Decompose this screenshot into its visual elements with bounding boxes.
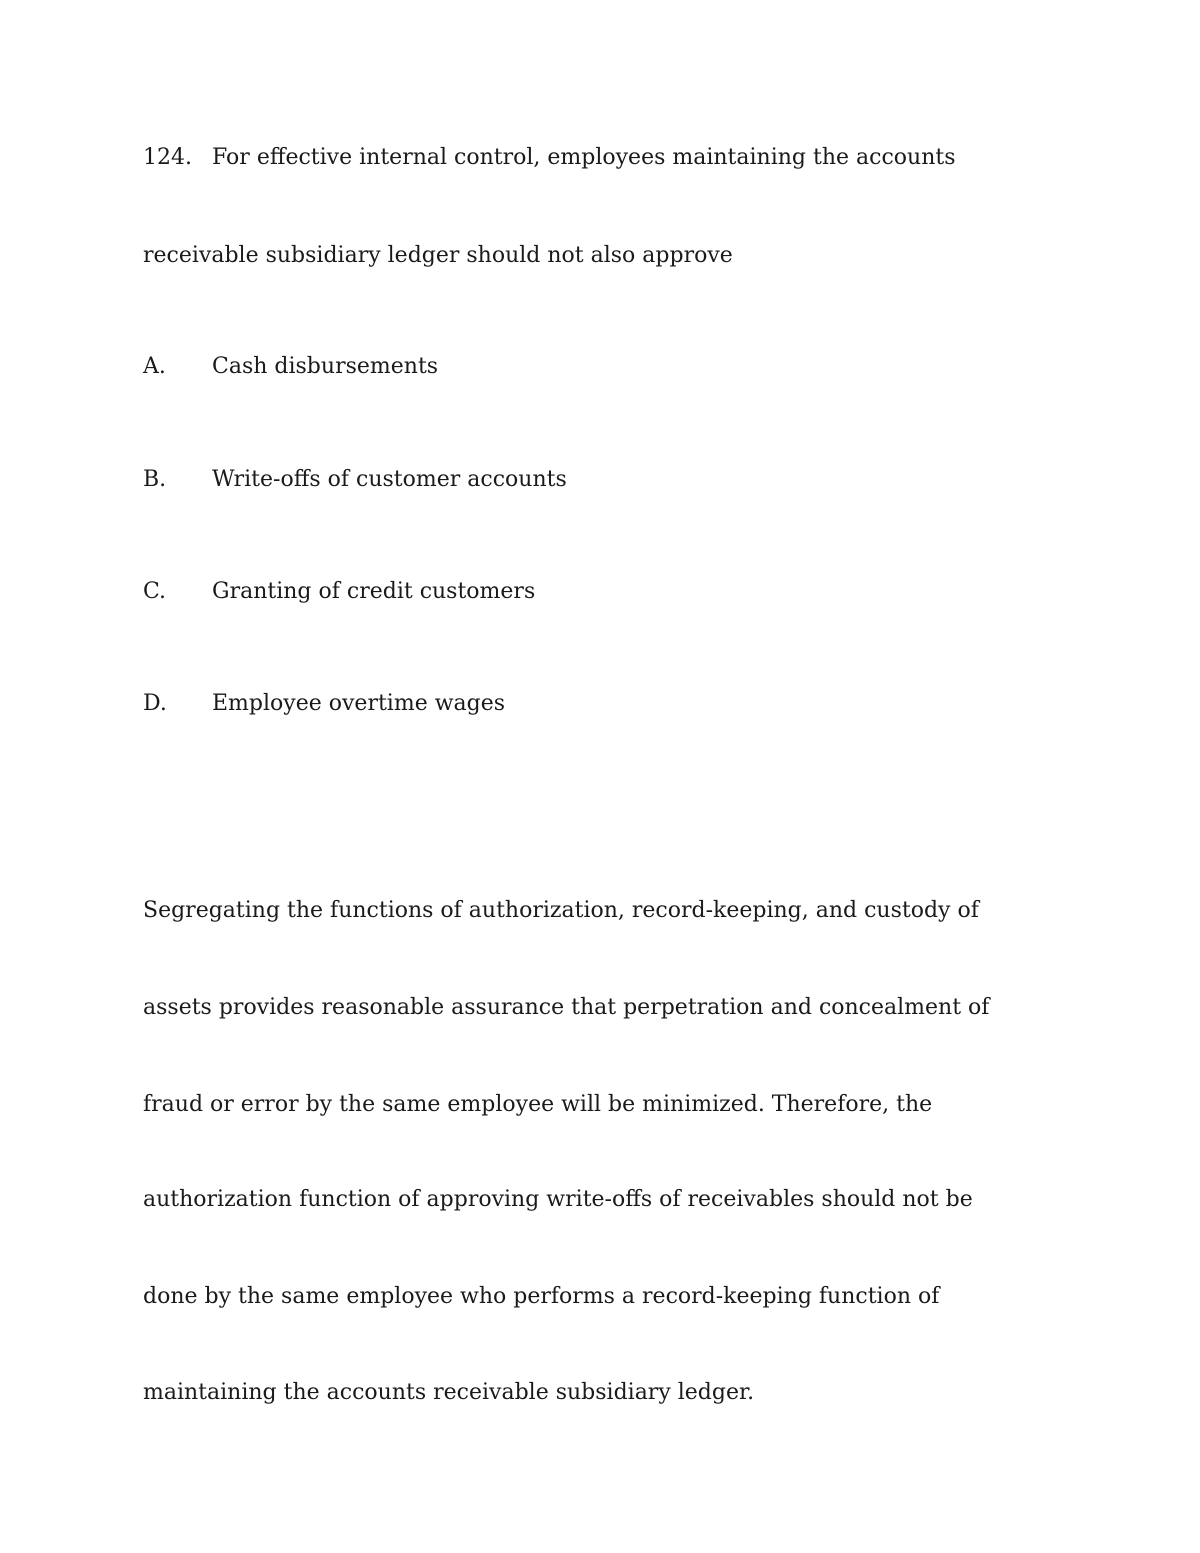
option-letter: D.: [143, 691, 167, 716]
option-a: [143, 352, 438, 382]
option-d: [143, 689, 505, 719]
option-letter: A.: [143, 354, 166, 379]
explanation-line: done by the same employee who performs a record-keeping function of: [143, 1284, 940, 1309]
option-text: Cash disbursements: [212, 354, 439, 379]
option-letter: B.: [143, 467, 167, 492]
option-letter: C.: [143, 579, 167, 604]
option-text: Granting of credit customers: [212, 579, 536, 604]
explanation-line: assets provides reasonable assurance that perpetration and concealment of: [143, 995, 990, 1020]
option-text: Write-offs of customer accounts: [212, 467, 567, 492]
option-c: [143, 577, 535, 607]
option-text: Employee overtime wages: [212, 691, 506, 716]
option-b: [143, 465, 567, 495]
explanation-line: maintaining the accounts receivable subsidiary ledger.: [143, 1380, 755, 1405]
explanation-line: authorization function of approving write-offs of receivables should not be: [143, 1187, 973, 1212]
explanation-line: fraud or error by the same employee will be minimized. Therefore, the: [143, 1092, 933, 1117]
explanation-line: Segregating the functions of authorization, record-keeping, and custody of: [143, 898, 979, 923]
question-text-line-1: For effective internal control, employees maintaining the accounts: [212, 145, 956, 170]
question-number: 124.: [143, 145, 192, 170]
question-line-2: [143, 241, 733, 271]
question-text-line-2: receivable subsidiary ledger should not also approve: [143, 243, 733, 268]
question-line-1: [143, 143, 956, 173]
